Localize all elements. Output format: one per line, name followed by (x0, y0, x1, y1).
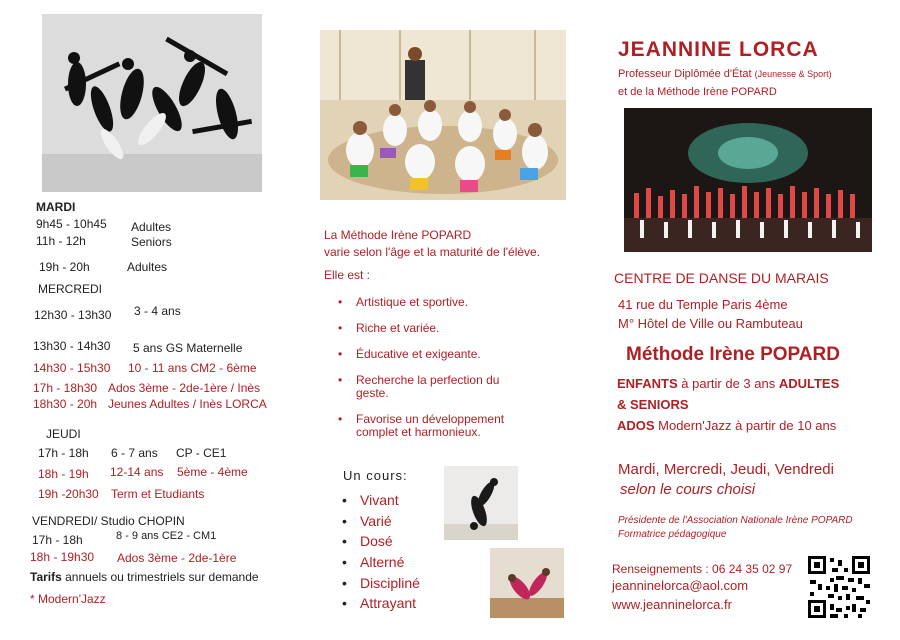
mercredi-label-2: 5 ans GS Maternelle (133, 341, 243, 355)
mardi-time-3: 19h - 20h (39, 260, 90, 274)
stretch-pose-photo (490, 548, 564, 618)
cours-item: • Vivant (342, 490, 420, 511)
day-jeudi: JEUDI (46, 427, 81, 441)
seniors-line: & SENIORS (617, 397, 689, 412)
mercredi-time-2: 13h30 - 14h30 (33, 339, 111, 353)
centre-address-2: M° Hôtel de Ville ou Rambuteau (618, 316, 803, 331)
tarifs-note: Tarifs annuels ou trimestriels sur demande (30, 570, 259, 584)
ados-line: ADOS Modern'Jazz à partir de 10 ans (617, 418, 837, 433)
vendredi-label-1: 8 - 9 ans CE2 - CM1 (116, 530, 217, 542)
course-days: Mardi, Mercredi, Jeudi, Vendredi (618, 461, 834, 478)
jeudi-time-3: 19h -20h30 (38, 487, 99, 501)
jeudi-level-2: 5ème - 4ème (177, 465, 248, 479)
quality-item: • Artistique et sportive. (338, 296, 528, 309)
centre-title: CENTRE DE DANSE DU MARAIS (614, 270, 829, 286)
contact-website[interactable]: www.jeanninelorca.fr (612, 597, 732, 612)
children-class-photo (320, 30, 566, 200)
mercredi-time-4: 17h - 18h30 (33, 381, 98, 395)
cours-list (342, 490, 420, 614)
duo-pose-photo (444, 466, 518, 540)
mardi-label-3: Adultes (127, 260, 168, 274)
teacher-name: JEANNINE LORCA (618, 38, 819, 61)
method-title: Méthode Irène POPARD (626, 344, 840, 365)
mardi-label-1: Adultes (131, 220, 172, 234)
mardi-time-1: 9h45 - 10h45 (36, 217, 107, 231)
president-note: Présidente de l'Association Nationale Irène POPARD (618, 515, 853, 526)
mercredi-label-5: Jeunes Adultes / Inès LORCA (108, 397, 267, 411)
mardi-label-2: Seniors (131, 235, 172, 249)
cours-title: Un cours: (343, 468, 408, 483)
modern-jazz-footnote: * Modern'Jazz (30, 592, 106, 606)
day-mardi: MARDI (36, 200, 76, 214)
method-intro: Elle est : (324, 268, 371, 282)
quality-item: • Riche et variée. (338, 322, 528, 335)
mercredi-label-3: 10 - 11 ans CM2 - 6ème (128, 361, 257, 375)
mercredi-time-5: 18h30 - 20h (33, 397, 98, 411)
quality-item: • Favorise un développement complet et harmonieux. (338, 413, 528, 439)
vendredi-label-2: Ados 3ème - 2de-1ère (117, 551, 237, 565)
stage-performance-photo (624, 108, 872, 252)
teacher-method: et de la Méthode Irène POPARD (618, 86, 777, 98)
mercredi-time-1: 12h30 - 13h30 (34, 308, 112, 322)
method-line-1: La Méthode Irène POPARD (324, 228, 472, 242)
jeudi-time-1: 17h - 18h (38, 446, 89, 460)
teacher-diploma: Professeur Diplômée d'État (Jeunesse & Sport) (618, 68, 832, 80)
dancers-photo (42, 14, 262, 192)
mercredi-label-1: 3 - 4 ans (134, 304, 181, 318)
jeudi-level-1: CP - CE1 (176, 446, 227, 460)
mercredi-label-4: Ados 3ème - 2de-1ère / Inès (108, 381, 261, 395)
centre-address-1: 41 rue du Temple Paris 4ème (618, 297, 788, 312)
vendredi-time-2: 18h - 19h30 (30, 550, 95, 564)
day-mercredi: MERCREDI (38, 282, 103, 296)
contact-phone: Renseignements : 06 24 35 02 97 (612, 562, 793, 576)
vendredi-time-1: 17h - 18h (32, 533, 83, 547)
qualities-list (338, 296, 528, 445)
contact-email[interactable]: jeanninelorca@aol.com (612, 578, 749, 593)
qr-code-icon (806, 554, 872, 620)
cours-item: • Varié (342, 511, 420, 532)
jeudi-time-2: 18h - 19h (38, 467, 89, 481)
formatrice-note: Formatrice pédagogique (618, 529, 727, 540)
quality-item: • Éducative et exigeante. (338, 348, 528, 361)
mardi-time-2: 11h - 12h (36, 234, 86, 248)
cours-item: • Dosé (342, 531, 420, 552)
cours-item: • Discipliné (342, 573, 420, 594)
jeudi-ages-1: 6 - 7 ans (111, 446, 158, 460)
jeudi-ages-3: Term et Etudiants (111, 487, 205, 501)
quality-item: • Recherche la perfection du geste. (338, 374, 528, 400)
day-vendredi: VENDREDI/ Studio CHOPIN (32, 514, 185, 528)
course-days-note: selon le cours choisi (620, 481, 756, 498)
method-line-2: varie selon l'âge et la maturité de l'élève. (324, 245, 541, 259)
mercredi-time-3: 14h30 - 15h30 (33, 361, 111, 375)
enfants-line: ENFANTS à partir de 3 ans ADULTES (617, 376, 840, 391)
cours-item: • Alterné (342, 552, 420, 573)
jeudi-ages-2: 12-14 ans (110, 465, 164, 479)
cours-item: • Attrayant (342, 593, 420, 614)
